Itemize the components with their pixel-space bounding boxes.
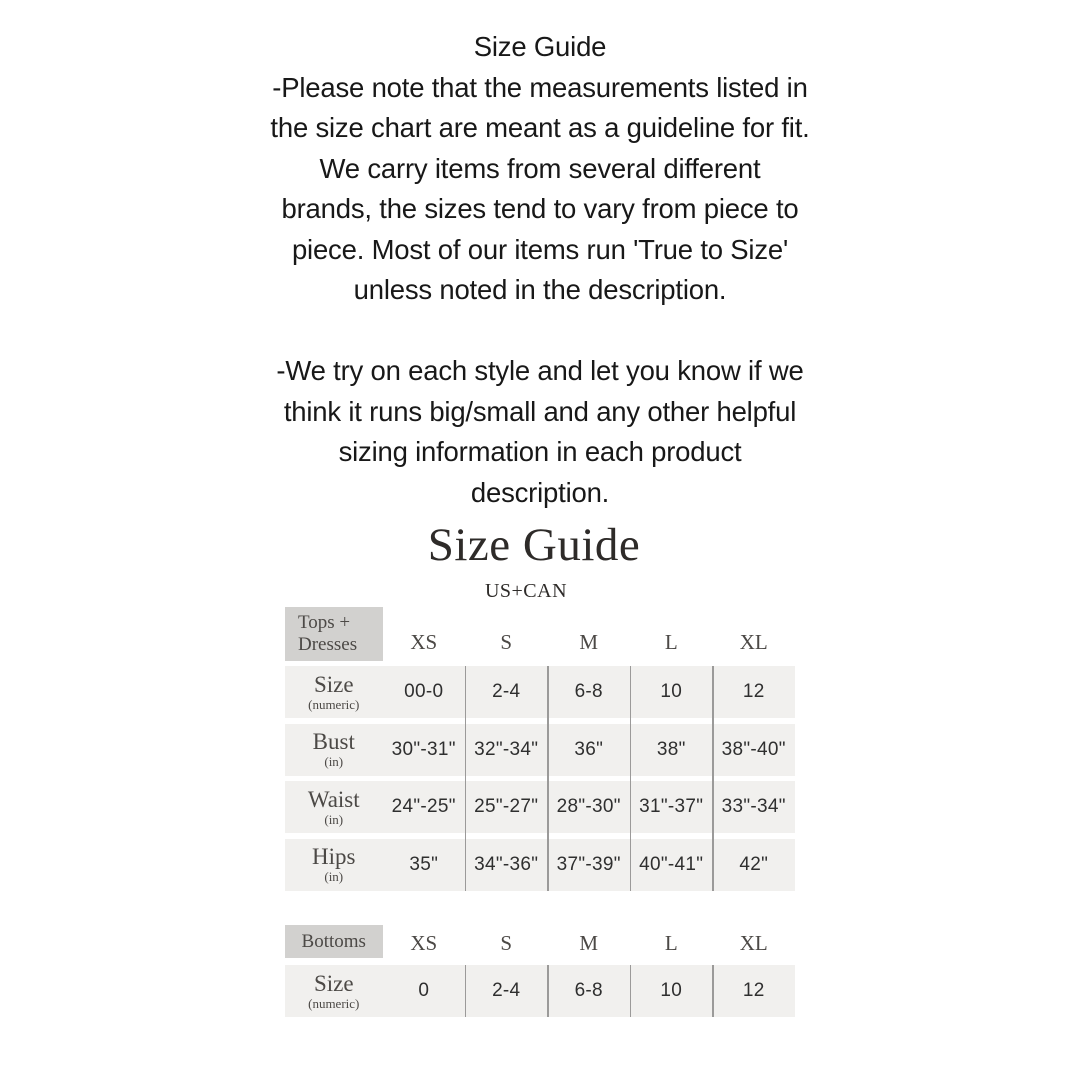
value-cell: 10: [660, 980, 683, 1001]
intro-line: We carry items from several different: [319, 152, 761, 184]
size-chart-title: Size Guide: [427, 519, 641, 571]
size-header-xs: XS: [410, 630, 438, 654]
size-header-xl: XL: [739, 630, 768, 654]
value-cell: 33"-34": [721, 796, 786, 817]
column-divider: [630, 666, 632, 891]
value-cell: 30"-31": [391, 738, 456, 760]
intro-line: unless noted in the description.: [353, 274, 727, 305]
intro-paragraph-1: [0, 68, 1080, 311]
row-label: Size: [313, 970, 354, 996]
row-unit: (in): [324, 754, 344, 769]
row-label: Size: [313, 671, 354, 697]
bottoms-size-row: [285, 965, 795, 1017]
size-header-m: M: [579, 931, 599, 955]
intro-line: sizing information in each product: [338, 436, 742, 467]
row-label-cell: [285, 730, 383, 769]
bust-row: [285, 724, 795, 776]
intro-paragraph-2: [0, 351, 1080, 513]
value-cell: 42": [739, 853, 769, 875]
value-cell: 24"-25": [391, 796, 456, 817]
value-cell: 38"-40": [721, 738, 786, 760]
size-header-xs: XS: [410, 931, 438, 955]
tops-dresses-body: [285, 666, 795, 891]
row-unit: (in): [324, 869, 344, 884]
column-divider: [712, 965, 714, 1017]
size-header-xl: XL: [739, 931, 768, 955]
row-unit: (numeric): [308, 995, 360, 1011]
value-cell: 38": [656, 738, 686, 760]
value-cell: 28"-30": [556, 796, 621, 817]
column-divider: [712, 666, 714, 891]
column-divider: [465, 666, 467, 891]
size-header-l: L: [664, 931, 678, 955]
value-cell: 6-8: [574, 681, 603, 702]
size-header-l: L: [664, 630, 678, 654]
value-cell: 35": [409, 853, 439, 875]
value-cell: 10: [660, 681, 683, 702]
column-divider: [465, 965, 467, 1017]
value-cell: 31"-37": [639, 796, 704, 817]
value-cell: 2-4: [492, 980, 521, 1001]
row-unit: (numeric): [308, 696, 360, 712]
intro-line: -Please note that the measurements listed in: [272, 71, 808, 103]
paragraph-spacer: [0, 311, 1080, 352]
value-cell: 32"-34": [474, 738, 539, 760]
tops-dresses-table: [285, 607, 795, 891]
bottoms-group-label: Bottoms: [285, 925, 383, 958]
tops-dresses-group-label: Tops + Dresses: [285, 607, 383, 661]
value-cell: 36": [574, 738, 604, 760]
value-cell: 6-8: [574, 980, 603, 1001]
row-label-cell: [285, 788, 383, 827]
row-label-cell: [285, 673, 383, 712]
row-label: Hips: [312, 844, 356, 869]
row-label: Waist: [307, 786, 360, 812]
intro-line: -We try on each style and let you know if we: [276, 355, 804, 386]
value-cell: 40"-41": [639, 853, 704, 875]
region-label: US+CAN: [484, 580, 568, 602]
waist-row: [285, 781, 795, 833]
value-cell: 12: [742, 681, 765, 702]
bottoms-table: [285, 925, 795, 1017]
bottoms-body: [285, 965, 795, 1017]
value-cell: 2-4: [492, 681, 521, 702]
column-divider: [630, 965, 632, 1017]
intro-text-block: [0, 27, 1080, 513]
value-cell: 12: [742, 980, 765, 1001]
size-header-s: S: [500, 630, 513, 654]
intro-line: piece. Most of our items run 'True to Size': [291, 233, 789, 265]
intro-line: brands, the sizes tend to vary from piece to: [281, 193, 799, 224]
column-divider: [547, 666, 549, 891]
row-unit: (in): [324, 811, 344, 827]
value-cell: 0: [418, 980, 430, 1001]
size-header-s: S: [500, 931, 513, 955]
bottoms-header-row: [285, 925, 795, 958]
row-label-cell: [285, 972, 383, 1011]
value-cell: 25"-27": [474, 796, 539, 817]
size-header-m: M: [579, 630, 599, 654]
value-cell: 34"-36": [474, 853, 539, 875]
row-label: Bust: [312, 729, 355, 754]
row-label-cell: [285, 845, 383, 884]
tops-dresses-header-row: [285, 607, 795, 661]
column-divider: [547, 965, 549, 1017]
value-cell: 00-0: [404, 681, 444, 702]
intro-title: Size Guide: [473, 31, 607, 62]
value-cell: 37"-39": [556, 853, 621, 875]
intro-line: the size chart are meant as a guideline for fit.: [270, 112, 810, 143]
hips-row: [285, 839, 795, 891]
size-row: [285, 666, 795, 718]
intro-line: think it runs big/small and any other helpful: [283, 395, 797, 427]
intro-line: description.: [470, 476, 610, 508]
